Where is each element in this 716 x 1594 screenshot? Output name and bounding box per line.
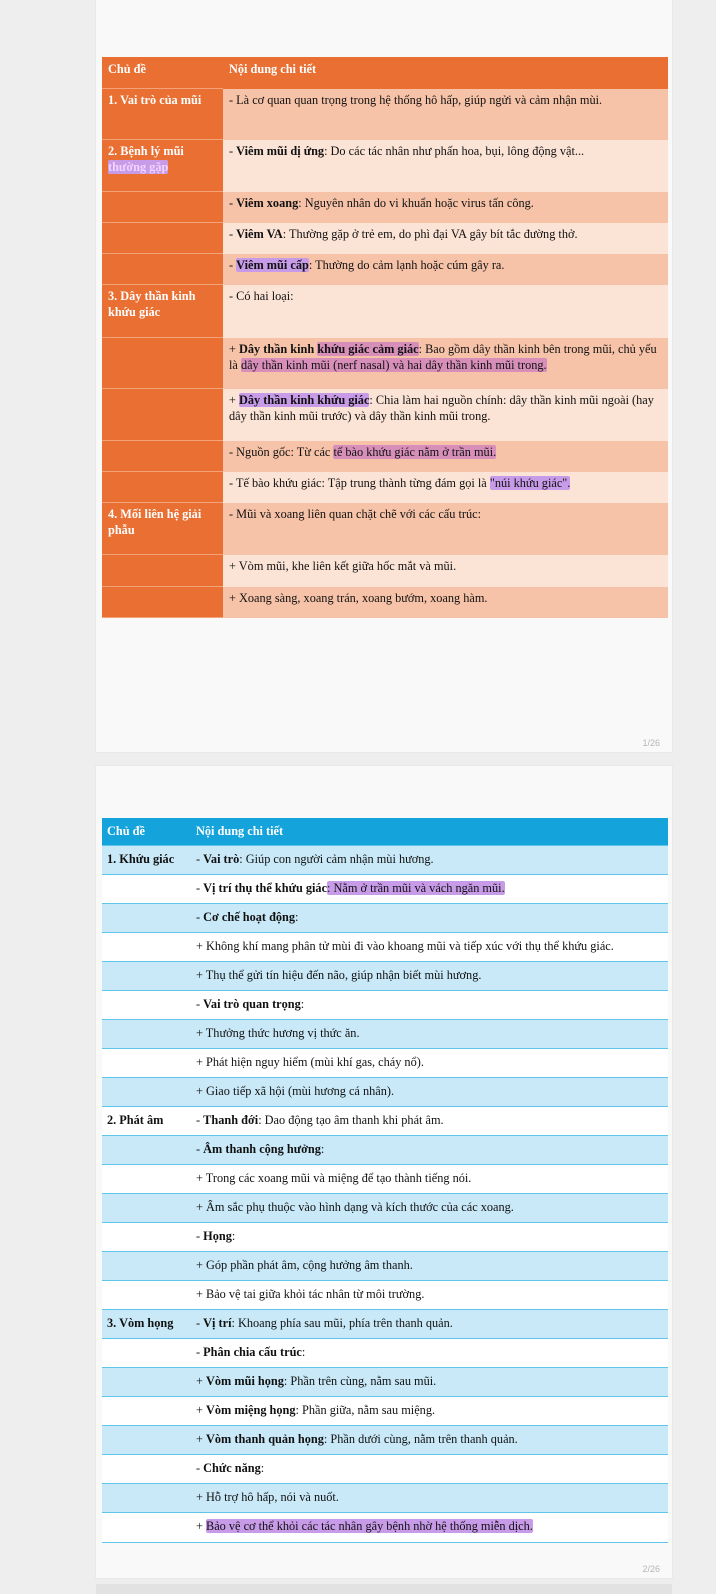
highlighted-text: "núi khứu giác". xyxy=(489,475,571,490)
table-row xyxy=(102,1252,668,1281)
bold-term: Viêm mũi cấp xyxy=(236,257,309,272)
topic-cell xyxy=(102,140,223,192)
content-cell: + Giao tiếp xã hội (mùi hương cá nhân). xyxy=(191,1078,668,1107)
topic-cell xyxy=(102,587,223,618)
next-page-edge xyxy=(96,1584,672,1594)
topic-cell xyxy=(102,555,223,587)
highlighted-text: : Nằm ở trần mũi và vách ngăn mũi. xyxy=(327,881,505,895)
header-topic: Chủ đề xyxy=(102,57,223,89)
table-row xyxy=(102,1049,668,1078)
bold-term-highlight: khứu giác cảm giác xyxy=(317,341,419,356)
page-number: 2/26 xyxy=(642,1564,660,1574)
bold-term: Dây thần kinh xyxy=(239,341,318,356)
content-text: : Thường gặp ở trẻ em, do phì đại VA gây bít tắc đường thở. xyxy=(282,226,578,241)
content-cell: + Vòm thanh quản họng: Phần dưới cùng, nằm trên thanh quản. xyxy=(191,1426,668,1455)
document-page-1 xyxy=(96,0,672,752)
content-text: : xyxy=(260,1461,265,1475)
content-cell: - Viêm mũi cấp: Thường do cảm lạnh hoặc cúm gây ra. xyxy=(223,254,668,285)
table-row xyxy=(102,1368,668,1397)
content-cell: - Chức năng: xyxy=(191,1455,668,1484)
topic-cell xyxy=(102,1484,191,1513)
content-cell: + Vòm mũi họng: Phần trên cùng, nằm sau mũi. xyxy=(191,1368,668,1397)
highlighted-text: tế bào khứu giác nằm ở trần mũi. xyxy=(333,444,497,459)
table-functions xyxy=(102,818,668,1543)
bold-term: Cơ chế hoạt động xyxy=(203,910,296,924)
content-cell: + Dây thần kinh khứu giác: Chia làm hai nguồn chính: dây thần kinh mũi ngoài (hay dây thần kinh mũi trước) và dây thần kinh mũi trong. xyxy=(223,389,668,441)
table-row xyxy=(102,1194,668,1223)
table-row xyxy=(102,1339,668,1368)
content-cell: + Vòm mũi, khe liên kết giữa hốc mắt và mũi. xyxy=(223,555,668,587)
table-row xyxy=(102,555,668,587)
topic-cell xyxy=(102,904,191,933)
content-cell: + Bảo vệ cơ thể khỏi các tác nhân gây bệnh nhờ hệ thống miễn dịch. xyxy=(191,1513,668,1543)
topic-cell xyxy=(102,223,223,254)
content-text: : Nguyên nhân do vi khuẩn hoặc virus tấn công. xyxy=(298,195,534,210)
table-row xyxy=(102,587,668,618)
bold-term: Vòm mũi họng xyxy=(206,1374,284,1388)
content-cell: - Viêm VA: Thường gặp ở trẻ em, do phì đại VA gây bít tắc đường thở. xyxy=(223,223,668,254)
highlighted-text: thường gặp xyxy=(108,160,169,174)
topic-cell xyxy=(102,389,223,441)
bold-term: Vị trí thụ thể khứu giác xyxy=(203,881,328,895)
content-text: : Thường do cảm lạnh hoặc cúm gây ra. xyxy=(308,257,505,272)
table-row xyxy=(102,991,668,1020)
topic-cell xyxy=(102,1078,191,1107)
table-row xyxy=(102,1397,668,1426)
content-text: : Chia làm hai nguồn chính: dây thần kinh mũi ngoài (hay dây thần kinh mũi trước) và dây thần kinh mũi trong. xyxy=(229,392,654,423)
topic-cell xyxy=(102,441,223,472)
content-cell: - Vị trí thụ thể khứu giác: Nằm ở trần mũi và vách ngăn mũi. xyxy=(191,875,668,904)
table-row xyxy=(102,1484,668,1513)
content-cell: + Phát hiện nguy hiểm (mùi khí gas, cháy nổ). xyxy=(191,1049,668,1078)
topic-cell xyxy=(102,1426,191,1455)
topic-cell xyxy=(102,1165,191,1194)
content-cell: - Phân chia cấu trúc: xyxy=(191,1339,668,1368)
content-text: : Khoang phía sau mũi, phía trên thanh quản. xyxy=(231,1316,453,1330)
table-row xyxy=(102,89,668,140)
table-row xyxy=(102,1020,668,1049)
table-header-row xyxy=(102,57,668,89)
table-row xyxy=(102,140,668,192)
bold-term: Phân chia cấu trúc xyxy=(203,1345,302,1359)
content-cell: - Họng: xyxy=(191,1223,668,1252)
content-cell: + Vòm miệng họng: Phần giữa, nằm sau miệng. xyxy=(191,1397,668,1426)
table-row xyxy=(102,933,668,962)
content-cell: + Dây thần kinh khứu giác cảm giác: Bao gồm dây thần kinh bên trong mũi, chủ yếu là dây thần kinh mũi (nerf nasal) và hai dây thần kinh mũi trong. xyxy=(223,338,668,389)
topic-cell xyxy=(102,472,223,503)
table-row xyxy=(102,338,668,389)
table-row xyxy=(102,904,668,933)
topic-cell xyxy=(102,1252,191,1281)
content-cell: + Thụ thể gửi tín hiệu đến não, giúp nhận biết mùi hương. xyxy=(191,962,668,991)
content-text: : xyxy=(300,997,305,1011)
header-content: Nội dung chi tiết xyxy=(191,818,668,846)
content-cell: - Mũi và xoang liên quan chặt chẽ với các cấu trúc: xyxy=(223,503,668,555)
table-row xyxy=(102,254,668,285)
table-header-row xyxy=(102,818,668,846)
table-row xyxy=(102,472,668,503)
content-cell: + Bảo vệ tai giữa khỏi tác nhân từ môi trường. xyxy=(191,1281,668,1310)
content-cell: + Trong các xoang mũi và miệng để tạo thành tiếng nói. xyxy=(191,1165,668,1194)
topic-cell xyxy=(102,1194,191,1223)
topic-text: 2. Bệnh lý mũi xyxy=(108,144,184,158)
table-row xyxy=(102,503,668,555)
bold-term: Vai trò quan trọng xyxy=(203,997,301,1011)
table-row xyxy=(102,962,668,991)
table-row xyxy=(102,223,668,254)
content-text: : Giúp con người cảm nhận mùi hương. xyxy=(239,852,434,866)
content-text: : Do các tác nhân như phấn hoa, bụi, lông động vật... xyxy=(324,143,585,158)
content-cell: - Vị trí: Khoang phía sau mũi, phía trên thanh quản. xyxy=(191,1310,668,1339)
bold-term: Vòm thanh quản họng xyxy=(206,1432,324,1446)
table-row xyxy=(102,441,668,472)
content-cell: + Thưởng thức hương vị thức ăn. xyxy=(191,1020,668,1049)
table-nose-overview xyxy=(102,57,668,618)
topic-cell: 1. Khứu giác xyxy=(102,846,191,875)
table-row xyxy=(102,1455,668,1484)
topic-cell: 4. Mối liên hệ giải phẫu xyxy=(102,503,223,555)
content-cell: - Cơ chế hoạt động: xyxy=(191,904,668,933)
content-cell: - Viêm mũi dị ứng: Do các tác nhân như phấn hoa, bụi, lông động vật... xyxy=(223,140,668,192)
content-cell xyxy=(223,472,668,503)
content-text: : xyxy=(301,1345,306,1359)
highlighted-text: dây thần kinh mũi (nerf nasal) và hai dây thần kinh mũi trong. xyxy=(240,357,547,372)
header-content: Nội dung chi tiết xyxy=(223,57,668,89)
table-row xyxy=(102,875,668,904)
topic-cell xyxy=(102,1136,191,1165)
content-text: : Phần giữa, nằm sau miệng. xyxy=(295,1403,436,1417)
table-row xyxy=(102,285,668,338)
topic-cell xyxy=(102,1223,191,1252)
content-cell: - Vai trò quan trọng: xyxy=(191,991,668,1020)
topic-cell: 3. Dây thần kinh khứu giác xyxy=(102,285,223,338)
content-cell: + Hỗ trợ hô hấp, nói và nuốt. xyxy=(191,1484,668,1513)
content-text: : Dao động tạo âm thanh khi phát âm. xyxy=(258,1113,444,1127)
page-number: 1/26 xyxy=(642,738,660,748)
highlighted-text: Bảo vệ cơ thể khỏi các tác nhân gây bệnh nhờ hệ thống miễn dịch. xyxy=(206,1519,533,1533)
content-cell: - Thanh đới: Dao động tạo âm thanh khi phát âm. xyxy=(191,1107,668,1136)
table-row xyxy=(102,1078,668,1107)
topic-cell xyxy=(102,192,223,223)
content-cell xyxy=(223,441,668,472)
bold-term: Dây thần kinh khứu giác xyxy=(239,392,370,407)
document-page-2 xyxy=(96,766,672,1578)
bold-term: Họng xyxy=(203,1229,232,1243)
bold-term: Viêm mũi dị ứng xyxy=(236,143,325,158)
table-row xyxy=(102,1223,668,1252)
bold-term: Viêm xoang xyxy=(236,195,299,210)
content-cell: + Góp phần phát âm, cộng hưởng âm thanh. xyxy=(191,1252,668,1281)
bold-term: Vai trò xyxy=(203,852,240,866)
topic-cell xyxy=(102,1397,191,1426)
table-row xyxy=(102,192,668,223)
topic-cell xyxy=(102,875,191,904)
table-row xyxy=(102,1426,668,1455)
topic-cell xyxy=(102,338,223,389)
content-cell: - Viêm xoang: Nguyên nhân do vi khuẩn hoặc virus tấn công. xyxy=(223,192,668,223)
topic-cell xyxy=(102,1281,191,1310)
bold-term: Vòm miệng họng xyxy=(206,1403,296,1417)
table-row xyxy=(102,846,668,875)
content-cell: + Âm sắc phụ thuộc vào hình dạng và kích thước của các xoang. xyxy=(191,1194,668,1223)
content-cell: - Có hai loại: xyxy=(223,285,668,338)
topic-cell xyxy=(102,991,191,1020)
header-topic: Chủ đề xyxy=(102,818,191,846)
table-row xyxy=(102,1310,668,1339)
content-text: : xyxy=(295,910,299,924)
content-cell: - Vai trò: Giúp con người cảm nhận mùi hương. xyxy=(191,846,668,875)
table-row xyxy=(102,1165,668,1194)
bold-term: Vị trí xyxy=(203,1316,232,1330)
topic-cell xyxy=(102,254,223,285)
topic-cell xyxy=(102,1020,191,1049)
topic-cell xyxy=(102,962,191,991)
topic-cell: 3. Vòm họng xyxy=(102,1310,191,1339)
bold-term: Thanh đới xyxy=(203,1113,259,1127)
topic-cell xyxy=(102,1368,191,1397)
table-row xyxy=(102,1513,668,1543)
topic-cell xyxy=(102,933,191,962)
topic-cell xyxy=(102,1513,191,1543)
content-text: : Phần dưới cùng, nằm trên thanh quản. xyxy=(323,1432,518,1446)
content-text: : xyxy=(320,1142,325,1156)
topic-cell xyxy=(102,1049,191,1078)
content-text: : Bao gồm dây thần kinh bên trong mũi, chủ yếu là xyxy=(229,341,657,372)
table-row xyxy=(102,1136,668,1165)
content-cell: + Xoang sàng, xoang trán, xoang bướm, xoang hàm. xyxy=(223,587,668,618)
content-text: - Tế bào khứu giác: Tập trung thành từng đám gọi là xyxy=(229,475,490,490)
content-cell: + Không khí mang phân tử mùi đi vào khoang mũi và tiếp xúc với thụ thể khứu giác. xyxy=(191,933,668,962)
topic-cell xyxy=(102,1455,191,1484)
content-text: : xyxy=(231,1229,236,1243)
topic-cell: 1. Vai trò của mũi xyxy=(102,89,223,140)
table-row xyxy=(102,1281,668,1310)
topic-cell: 2. Phát âm xyxy=(102,1107,191,1136)
bold-term: Chức năng xyxy=(203,1461,261,1475)
content-text: - Nguồn gốc: Từ các xyxy=(229,444,334,459)
content-cell: - Là cơ quan quan trọng trong hệ thống hô hấp, giúp ngửi và cảm nhận mùi. xyxy=(223,89,668,140)
table-row xyxy=(102,389,668,441)
content-text: : Phần trên cùng, nằm sau mũi. xyxy=(283,1374,437,1388)
table-row xyxy=(102,1107,668,1136)
content-cell: - Âm thanh cộng hưởng: xyxy=(191,1136,668,1165)
bold-term: Âm thanh cộng hưởng xyxy=(203,1142,321,1156)
topic-cell xyxy=(102,1339,191,1368)
bold-term: Viêm VA xyxy=(236,226,283,241)
